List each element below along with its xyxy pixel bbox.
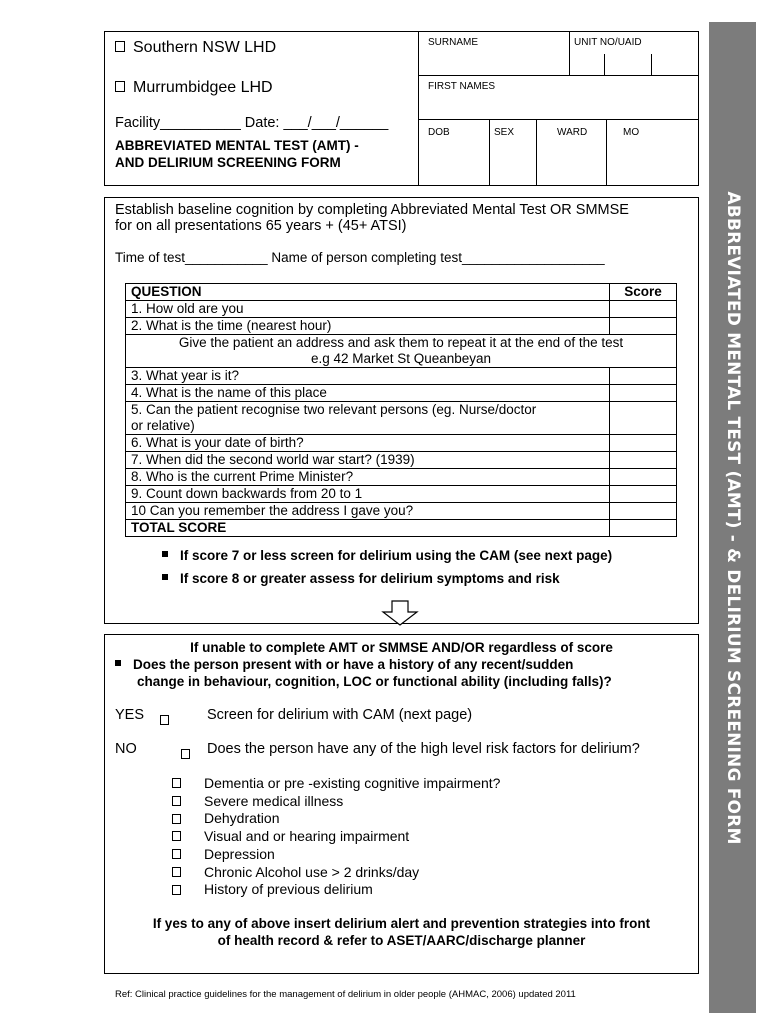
question-5-line-1: 5. Can the patient recognise two relevant persons (eg. Nurse/doctor <box>131 402 537 417</box>
score-column-header: Score <box>610 284 677 301</box>
checkbox-icon[interactable] <box>172 814 181 824</box>
no-instruction: Does the person have any of the high level risk factors for delirium? <box>207 741 640 757</box>
ward-field[interactable]: WARD <box>557 127 588 138</box>
question-4: 4. What is the name of this place <box>126 385 610 402</box>
delirium-question-line-2: change in behaviour, cognition, LOC or functional ability (including falls)? <box>137 674 612 689</box>
table-row-address <box>126 335 677 368</box>
unit-no-box-divider-1 <box>604 54 605 76</box>
lhd-option-southern[interactable] <box>115 39 276 57</box>
checkbox-icon[interactable] <box>172 796 181 806</box>
table-row <box>126 469 677 486</box>
score-cell-6[interactable] <box>610 435 677 452</box>
patient-grid-hline-1 <box>418 75 699 76</box>
total-score-cell[interactable] <box>610 520 677 537</box>
delirium-footer-line-1: If yes to any of above insert delirium alert and prevention strategies into front <box>152 916 651 931</box>
table-row <box>126 486 677 503</box>
score-guidance-1 <box>162 548 612 563</box>
lhd-murrumbidgee-label: Murrumbidgee LHD <box>133 79 273 96</box>
facility-date-line[interactable]: Facility__________ Date: ___/___/______ <box>115 115 389 131</box>
reference-note: Ref: Clinical practice guidelines for the management of delirium in older people (AHMAC, 2006) updated 2011 <box>115 989 576 1000</box>
question-7: 7. When did the second world war start? (1939) <box>126 452 610 469</box>
table-row <box>126 318 677 335</box>
table-header-row <box>126 284 677 301</box>
score-cell-9[interactable] <box>610 486 677 503</box>
delirium-heading: If unable to complete AMT or SMMSE AND/OR regardless of score <box>190 640 613 655</box>
patient-grid-vline-unit <box>569 31 570 76</box>
checkbox-icon[interactable] <box>172 885 181 895</box>
no-checkbox[interactable] <box>181 749 190 759</box>
sex-field[interactable]: SEX <box>494 127 515 138</box>
lhd-option-murrumbidgee[interactable] <box>115 79 273 97</box>
patient-grid-hline-2 <box>418 119 699 120</box>
list-item[interactable]: History of previous delirium <box>172 881 500 899</box>
delirium-question-line-1: Does the person present with or have a history of any recent/sudden <box>133 657 574 672</box>
question-3: 3. What year is it? <box>126 368 610 385</box>
table-row <box>126 368 677 385</box>
table-row <box>126 385 677 402</box>
table-row-total <box>126 520 677 537</box>
question-column-header: QUESTION <box>126 284 610 301</box>
yes-label: YES <box>115 707 145 723</box>
surname-field[interactable]: SURNAME <box>428 37 479 48</box>
checkbox-icon[interactable] <box>172 867 181 877</box>
amt-intro-line-2: for on all presentations 65 years + (45+ ATSI) <box>115 218 407 234</box>
dob-field[interactable]: DOB <box>428 127 450 138</box>
score-cell-4[interactable] <box>610 385 677 402</box>
no-label: NO <box>115 741 137 757</box>
question-6: 6. What is your date of birth? <box>126 435 610 452</box>
lhd-southern-label: Southern NSW LHD <box>133 39 277 56</box>
table-row <box>126 452 677 469</box>
question-5 <box>126 402 610 435</box>
address-instruction <box>126 335 677 368</box>
table-row <box>126 435 677 452</box>
form-title-line-1: ABBREVIATED MENTAL TEST (AMT) - <box>115 138 359 153</box>
delirium-question <box>115 657 573 672</box>
score-cell-10[interactable] <box>610 503 677 520</box>
table-row <box>126 503 677 520</box>
bullet-icon <box>162 574 168 580</box>
question-2: 2. What is the time (nearest hour) <box>126 318 610 335</box>
question-5-line-2: or relative) <box>131 418 195 433</box>
table-row <box>126 402 677 435</box>
total-score-label: TOTAL SCORE <box>126 520 610 537</box>
checkbox-icon[interactable] <box>172 831 181 841</box>
list-item[interactable]: Depression <box>172 846 500 864</box>
score-cell-5[interactable] <box>610 402 677 435</box>
bullet-icon <box>162 551 168 557</box>
time-of-test-line[interactable]: Time of test___________ Name of person completing test___________________ <box>115 250 605 265</box>
sidebar-title-band <box>709 22 756 1013</box>
amt-question-table <box>125 283 677 537</box>
score-cell-2[interactable] <box>610 318 677 335</box>
checkbox-icon[interactable] <box>172 849 181 859</box>
score-guidance-2 <box>162 571 560 586</box>
score-guidance-2-text: If score 8 or greater assess for delirium symptoms and risk <box>180 571 560 586</box>
yes-instruction: Screen for delirium with CAM (next page) <box>207 707 473 723</box>
first-names-field[interactable]: FIRST NAMES <box>428 81 496 92</box>
patient-grid-vline-ward <box>536 119 537 186</box>
score-cell-8[interactable] <box>610 469 677 486</box>
score-guidance-1-text: If score 7 or less screen for delirium using the CAM (see next page) <box>180 548 613 563</box>
table-row <box>126 301 677 318</box>
mo-field[interactable]: MO <box>623 127 640 138</box>
list-item[interactable]: Visual and or hearing impairment <box>172 828 500 846</box>
unit-no-field[interactable]: UNIT NO/UAID <box>574 37 642 48</box>
list-item[interactable]: Dementia or pre -existing cognitive impairment? <box>172 775 500 793</box>
risk-factor-list <box>172 775 500 899</box>
arrow-down-icon <box>380 600 420 626</box>
delirium-footer-line-2: of health record & refer to ASET/AARC/discharge planner <box>217 933 586 948</box>
sidebar-title: ABBREVIATED MENTAL TEST (AMT) - & DELIRIUM SCREENING FORM <box>722 190 743 845</box>
amt-intro-line-1: Establish baseline cognition by completing Abbreviated Mental Test OR SMMSE <box>115 202 629 218</box>
yes-checkbox[interactable] <box>160 715 169 725</box>
patient-grid-vline-mo <box>606 119 607 186</box>
checkbox-icon[interactable] <box>115 81 125 92</box>
bullet-icon <box>115 660 121 666</box>
question-1: 1. How old are you <box>126 301 610 318</box>
score-cell-3[interactable] <box>610 368 677 385</box>
list-item[interactable]: Severe medical illness <box>172 793 500 811</box>
question-10: 10 Can you remember the address I gave you? <box>126 503 610 520</box>
list-item[interactable]: Chronic Alcohol use > 2 drinks/day <box>172 864 500 882</box>
patient-grid-vline-sex <box>489 119 490 186</box>
question-9: 9. Count down backwards from 20 to 1 <box>126 486 610 503</box>
list-item[interactable]: Dehydration <box>172 810 500 828</box>
checkbox-icon[interactable] <box>172 778 181 788</box>
checkbox-icon[interactable] <box>115 41 125 52</box>
address-instruction-line-1: Give the patient an address and ask them to repeat it at the end of the test <box>178 335 624 350</box>
header-divider-vertical <box>418 31 419 186</box>
unit-no-box-divider-2 <box>651 54 652 76</box>
score-cell-1[interactable] <box>610 301 677 318</box>
address-instruction-line-2: e.g 42 Market St Queanbeyan <box>310 351 492 366</box>
score-cell-7[interactable] <box>610 452 677 469</box>
form-title-line-2: AND DELIRIUM SCREENING FORM <box>115 155 341 170</box>
question-8: 8. Who is the current Prime Minister? <box>126 469 610 486</box>
